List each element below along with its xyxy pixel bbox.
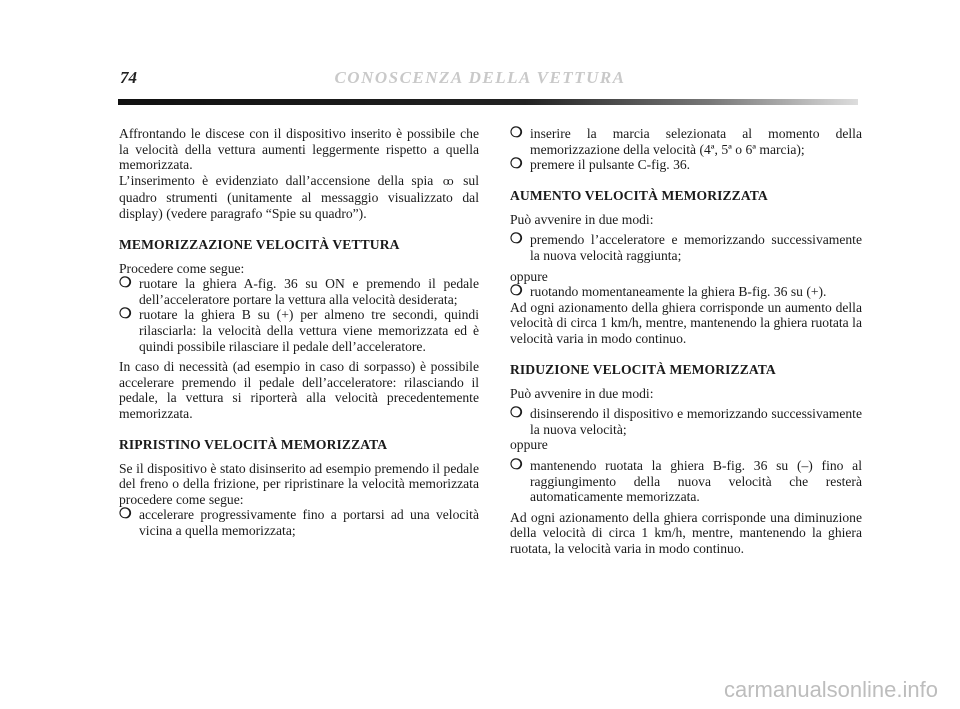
- oppure-label: oppure: [510, 437, 548, 453]
- list-item-text: mantenendo ruotata la ghiera B-fig. 36 su (–) fino al raggiungimento della nuova velocità che resterà automaticamente memorizzata.: [530, 457, 862, 505]
- list-item: [119, 276, 479, 307]
- procedure-intro: Procedere come segue:: [119, 260, 245, 276]
- spia-paragraph: [119, 173, 479, 222]
- list-item: [119, 507, 479, 538]
- list-item-text: premendo l’acceleratore e memorizzando successivamente la nuova velocità raggiunta;: [530, 232, 862, 263]
- bullet-icon: ❍: [510, 232, 523, 248]
- list-item: [510, 157, 862, 173]
- bullet-icon: ❍: [119, 307, 132, 323]
- list-item-text: disinserendo il dispositivo e memorizzando successivamente la nuova velocità;: [530, 406, 862, 437]
- intro-paragraph: Affrontando le discese con il dispositivo inserito è possibile che la velocità della vettura aumenti leggermente rispetto a quella memorizzata.: [119, 126, 479, 173]
- spia-text-start: L’inserimento è evidenziato dall’accensione della spia: [119, 172, 434, 188]
- bullet-icon: ❍: [119, 276, 132, 292]
- list-item: [510, 284, 862, 300]
- list-item-text: inserire la marcia selezionata al momento della memorizzazione della velocità (4ª, 5ª o 6ª marcia);: [530, 126, 862, 157]
- list-item-text: ruotare la ghiera B su (+) per almeno tre secondi, quindi rilasciarla: la velocità della vettura viene memorizzata ed è quindi possibile rilasciare il pedale dell’acceleratore.: [139, 307, 479, 354]
- ripristino-paragraph: Se il dispositivo è stato disinserito ad esempio premendo il pedale del freno o della frizione, per ripristinare la velocità memorizzata procedere come segue:: [119, 460, 479, 507]
- section-title: CONOSCENZA DELLA VETTURA: [334, 68, 626, 87]
- bullet-icon: ❍: [510, 457, 523, 473]
- cruise-control-warning-light-icon: ꝏ: [442, 175, 454, 188]
- list-item: [119, 307, 479, 354]
- list-item-text: ruotando momentaneamente la ghiera B-fig. 36 su (+).: [530, 284, 827, 300]
- heading-memorizzazione: MEMORIZZAZIONE VELOCITÀ VETTURA: [119, 236, 400, 252]
- list-item: [510, 406, 862, 437]
- left-column: [119, 126, 479, 538]
- riduzione-intro: Può avvenire in due modi:: [510, 385, 654, 401]
- list-item-text: accelerare progressivamente fino a portarsi ad una velocità vicina a quella memorizzata;: [139, 507, 479, 538]
- heading-aumento: AUMENTO VELOCITÀ MEMORIZZATA: [510, 187, 768, 203]
- list-item: [510, 126, 862, 157]
- riduzione-paragraph: Ad ogni azionamento della ghiera corrisponde una diminuzione della velocità di circa 1 km/h, mentre, mantenendo la ghiera ruotata, la velocità varia in modo continuo.: [510, 509, 862, 556]
- aumento-intro: Può avvenire in due modi:: [510, 211, 654, 227]
- sorpasso-paragraph: In caso di necessità (ad esempio in caso di sorpasso) è possibile accelerare premendo il pedale dell’acceleratore: rilasciando il pedale, la vettura si riporterà alla velocità precedentemente memorizzata.: [119, 359, 479, 421]
- aumento-paragraph: Ad ogni azionamento della ghiera corrisponde un aumento della velocità di circa 1 km/h, mentre, mantenendo la ghiera ruotata la velocità varia in modo continuo.: [510, 299, 862, 346]
- heading-riduzione: RIDUZIONE VELOCITÀ MEMORIZZATA: [510, 361, 776, 377]
- list-item-text: ruotare la ghiera A-fig. 36 su ON e premendo il pedale dell’acceleratore portare la vettura alla velocità desiderata;: [139, 276, 479, 307]
- right-column: [510, 126, 862, 556]
- page-number: 74: [120, 68, 137, 87]
- list-item: [510, 232, 862, 263]
- bullet-icon: ❍: [510, 157, 523, 173]
- spia-text-end: sul quadro strumenti (unitamente al messaggio visualizzato dal display) (vedere paragrafo “Spie su quadro”).: [119, 172, 479, 221]
- bullet-icon: ❍: [510, 284, 523, 300]
- bullet-icon: ❍: [510, 406, 523, 422]
- heading-ripristino: RIPRISTINO VELOCITÀ MEMORIZZATA: [119, 436, 388, 452]
- list-item: [510, 458, 862, 505]
- header-rule: [118, 99, 858, 105]
- bullet-icon: ❍: [119, 507, 132, 523]
- bullet-icon: ❍: [510, 126, 523, 141]
- watermark: carmanualsonline.info: [723, 677, 938, 702]
- list-item-text: premere il pulsante C-fig. 36.: [530, 157, 691, 173]
- oppure-label: oppure: [510, 268, 548, 284]
